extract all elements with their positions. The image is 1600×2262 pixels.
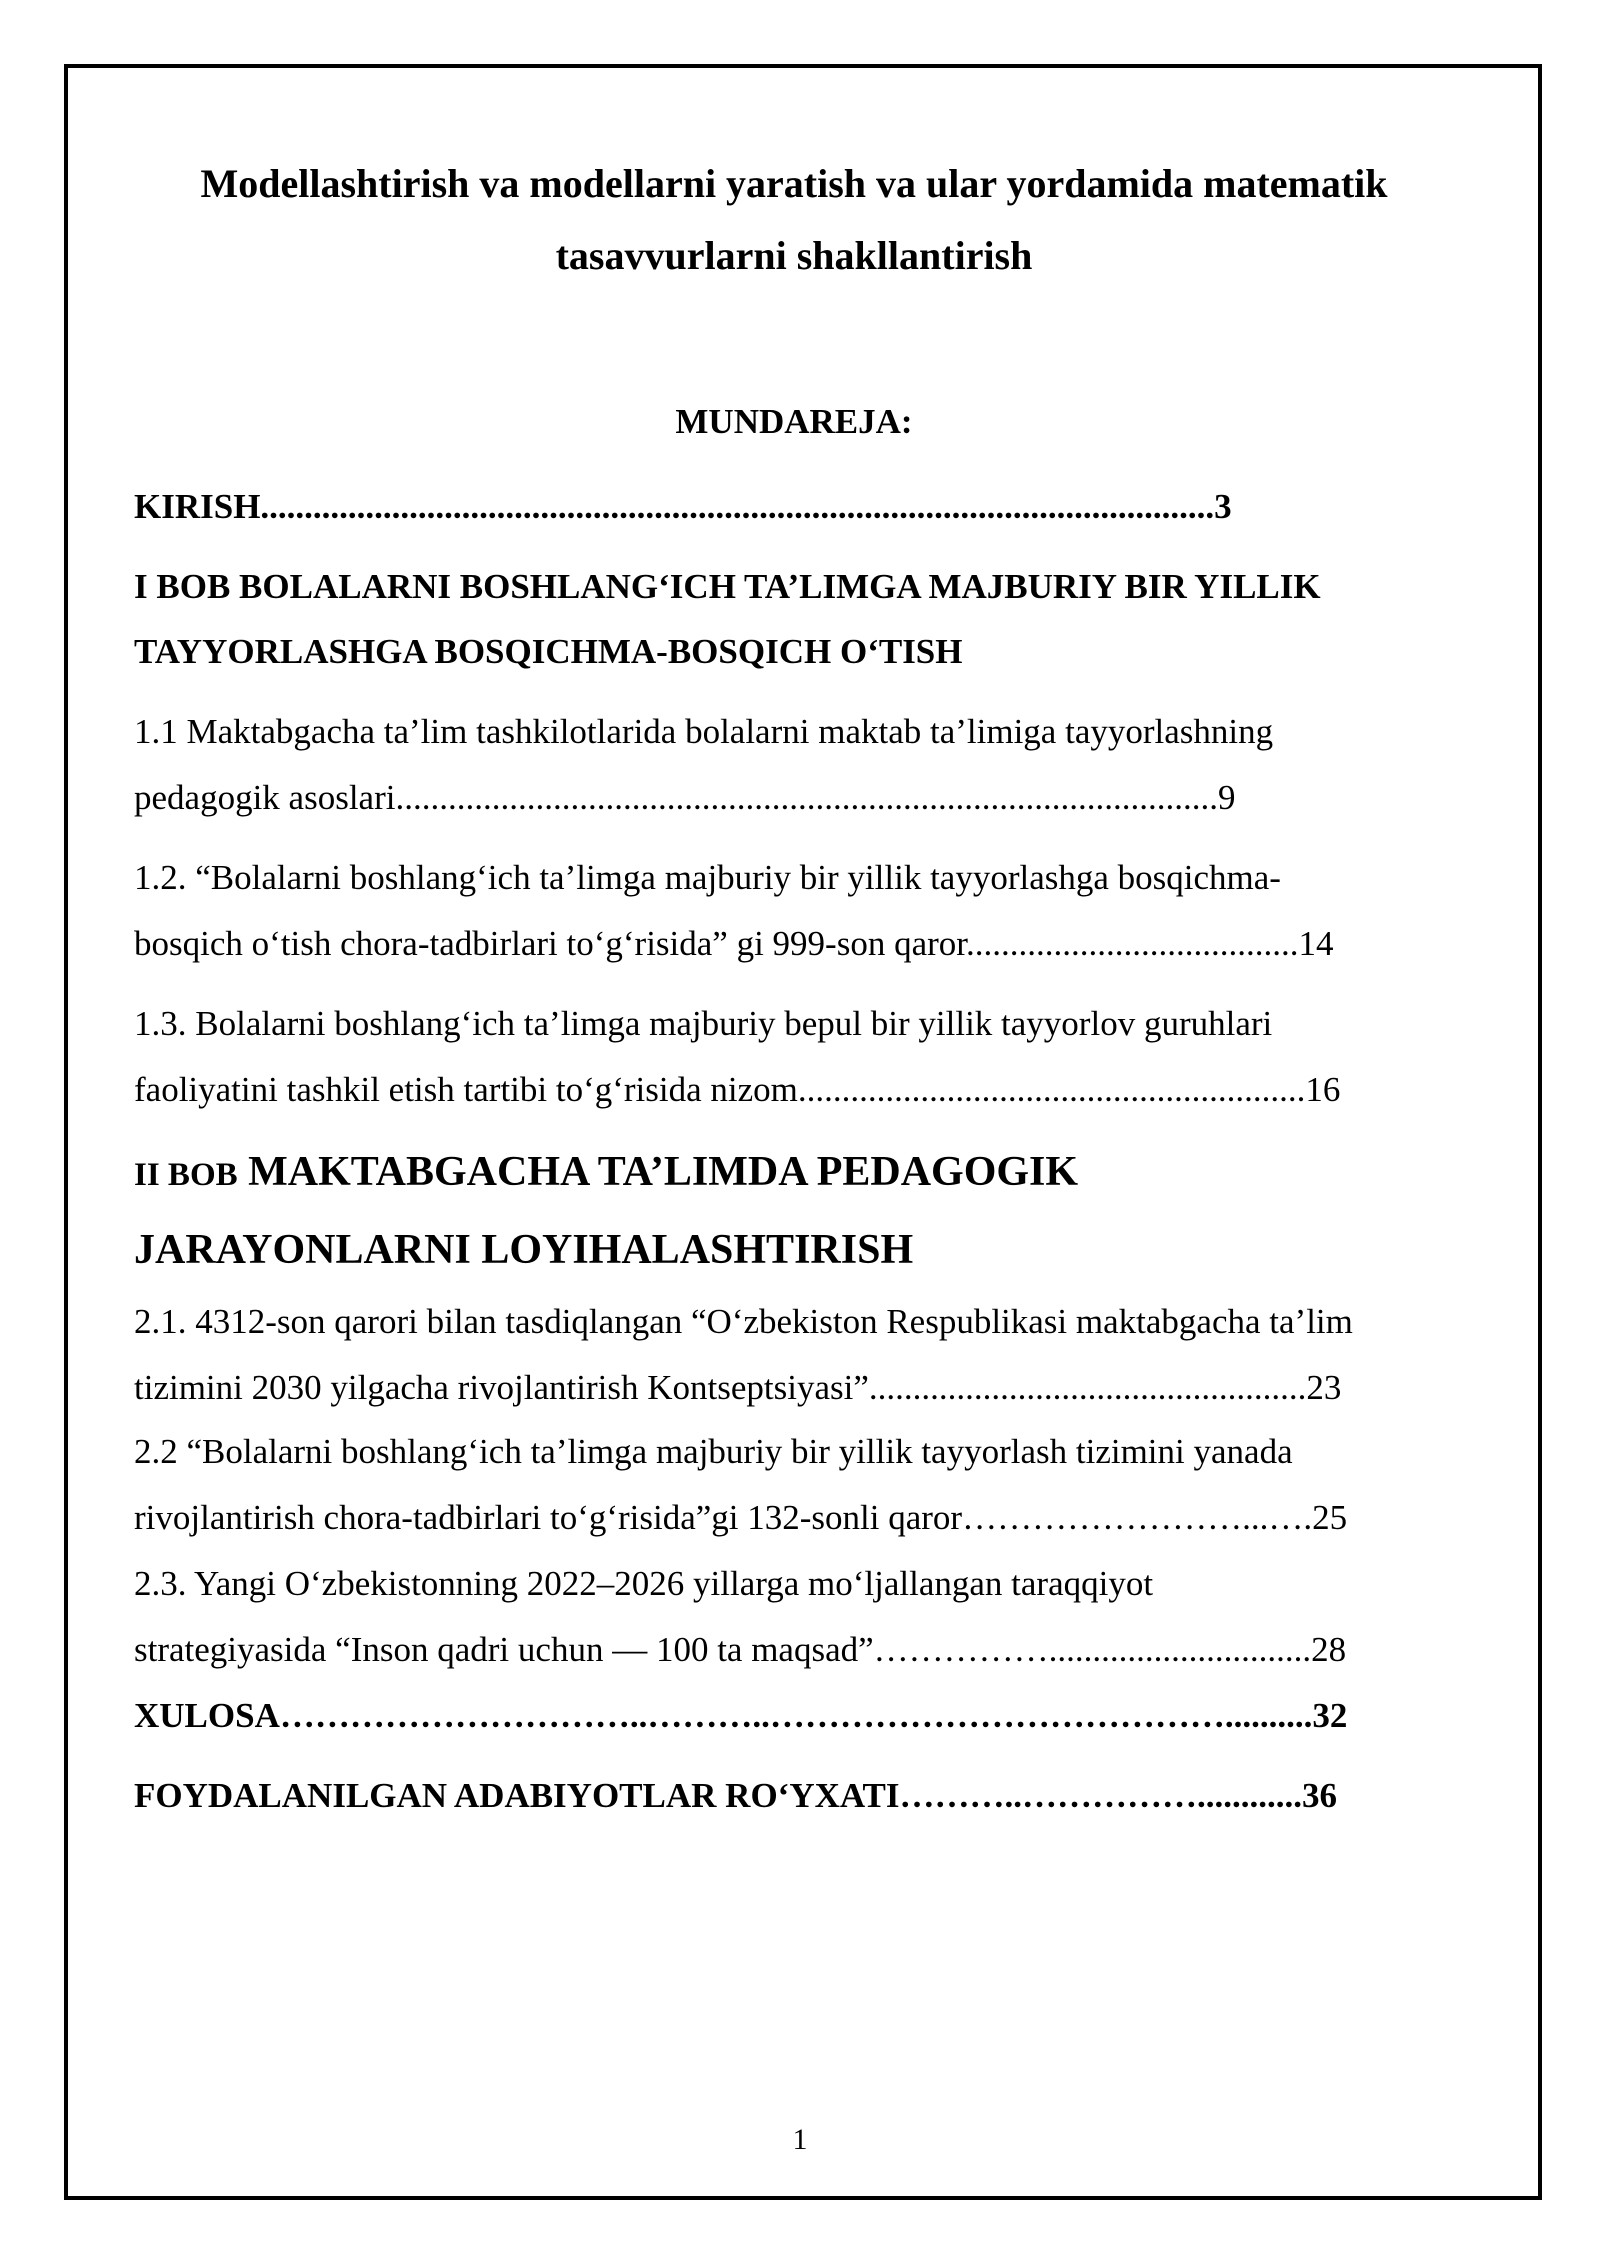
toc-entry-2-2-line-2: rivojlantirish chora-tadbirlari to‘g‘risida”gi 132-sonli qaror……………………...….25 <box>134 1498 1348 1537</box>
toc-entry-1-2-line-2: bosqich o‘tish chora-tadbirlari to‘g‘risida” gi 999-son qaror......................................14 <box>134 924 1334 963</box>
toc-entry-2-1-line-2: tizimini 2030 yilgacha rivojlantirish Kontseptsiyasi”..................................................23 <box>134 1368 1342 1407</box>
toc-entry-2-3-line-1: 2.3. Yangi O‘zbekistonning 2022–2026 yillarga mo‘ljallangan taraqqiyot <box>134 1564 1154 1603</box>
toc-chapter-2-line-1 <box>134 1146 1456 1201</box>
toc-entry-xulosa: XULOSA…………………………..………..…………………………………..........32 <box>134 1696 1348 1735</box>
toc-entry-2-2-line-1: 2.2 “Bolalarni boshlang‘ich ta’limga majburiy bir yillik tayyorlash tizimini yanada <box>134 1432 1293 1471</box>
toc-chapter-1-line-1: I BOB BOLALARNI BOSHLANG‘ICH TA’LIMGA MAJBURIY BIR YILLIK <box>134 567 1321 606</box>
toc-entry-2-1-line-1: 2.1. 4312-son qarori bilan tasdiqlangan “O‘zbekiston Respublikasi maktabgacha ta’lim <box>134 1302 1353 1341</box>
toc-entry-adabiyotlar: FOYDALANILGAN ADABIYOTLAR RO‘YXATI………..……………............36 <box>134 1776 1338 1815</box>
toc-entry-1-3-line-1: 1.3. Bolalarni boshlang‘ich ta’limga majburiy bepul bir yillik tayyorlov guruhlari <box>134 1004 1273 1043</box>
toc-entry-1-3-line-2: faoliyatini tashkil etish tartibi to‘g‘risida nizom..........................................................16 <box>134 1070 1341 1109</box>
page-border <box>64 64 1542 2200</box>
toc-entry-1-1-line-2: pedagogik asoslari..............................................................................................9 <box>134 778 1236 817</box>
document-title <box>134 148 1454 292</box>
toc-chapter-2-prefix: II BOB <box>134 1157 238 1193</box>
page-number: 1 <box>792 2123 808 2156</box>
toc-chapter-2-line-2: JARAYONLARNI LOYIHALASHTIRISH <box>134 1227 914 1273</box>
toc-entry-1-1-line-1: 1.1 Maktabgacha ta’lim tashkilotlarida bolalarni maktab ta’limiga tayyorlashning <box>134 712 1274 751</box>
toc-heading: MUNDAREJA: <box>675 402 913 441</box>
toc-entry-1-2-line-1: 1.2. “Bolalarni boshlang‘ich ta’limga majburiy bir yillik tayyorlashga bosqichma- <box>134 858 1281 897</box>
title-line-1: Modellashtirish va modellarni yaratish va ular yordamida matematik <box>200 161 1388 206</box>
title-line-2: tasavvurlarni shakllantirish <box>555 233 1033 278</box>
toc-entry-2-3-line-2: strategiyasida “Inson qadri uchun — 100 ta maqsad”……………..............................28 <box>134 1630 1347 1669</box>
toc-chapter-2-title-part-1: MAKTABGACHA TA’LIMDA PEDAGOGIK <box>237 1149 1079 1195</box>
toc-entry-kirish: KIRISH.............................................................................................................3 <box>134 487 1232 526</box>
toc-chapter-1-line-2: TAYYORLASHGA BOSQICHMA-BOSQICH O‘TISH <box>134 632 963 671</box>
